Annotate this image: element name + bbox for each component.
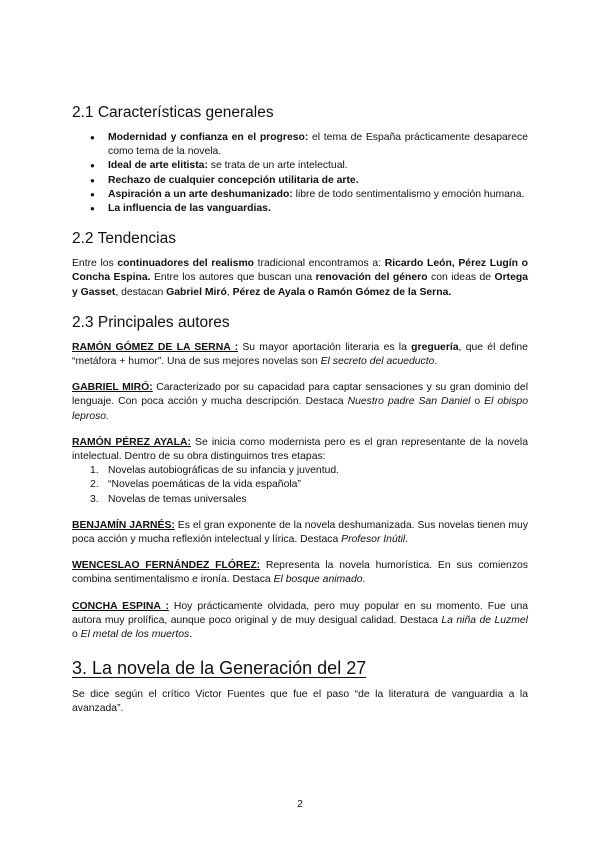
author-benjamin-jarnes: BENJAMÍN JARNÉS: Es el gran exponente de la novela deshumanizada. Sus novelas tienen muy poca acción y mucha reflexión intelectual y lírica. Destaca Profesor Inútil.	[72, 519, 529, 546]
bullet-icon: ●	[90, 189, 95, 199]
heading-3: 3. La novela de la Generación del 27	[72, 658, 367, 679]
list-item: ● La influencia de las vanguardias.	[72, 202, 528, 216]
generacion-27-paragraph: Se dice según el crítico Victor Fuentes que fue el paso “de la literatura de vanguardia a la avanzada”.	[72, 689, 528, 715]
bullet-icon: ●	[90, 133, 95, 142]
heading-2-1: 2.1 Características generales	[72, 104, 274, 121]
author-perez-ayala: RAMÓN PÉREZ AYALA: Se inicia como modernista pero es el gran representante de la novela intelectual. Dentro de su obra distinguimos tres etapas:	[72, 436, 528, 463]
heading-2-3: 2.3 Principales autores	[72, 313, 230, 331]
author-gabriel-miro: GABRIEL MIRÓ: Caracterizado por su capacidad para captar sensaciones y su gran dominio del lenguaje. Con poca acción y mucha descripción. Destaca Nuestro padre San Daniel o El obispo leproso.	[72, 382, 528, 422]
list-item: ● Aspiración a un arte deshumanizado: libre de todo sentimentalismo y emoción humana.	[72, 188, 528, 202]
list-item: ● Modernidad y confianza en el progreso: el tema de España prácticamente desaparece como tema de la novela.	[90, 132, 528, 158]
stages-list	[72, 464, 528, 507]
bullet-icon: ●	[90, 204, 95, 214]
list-item: 3. Novelas de temas universales	[90, 493, 247, 505]
author-concha-espina: CONCHA ESPINA : Hoy prácticamente olvidada, pero muy popular en su momento. Fue una autora muy prolífica, aunque poco original y de muy desigual calidad. Destaca La niña de Luzmel o El metal de los muertos.	[72, 600, 528, 641]
heading-2-2: 2.2 Tendencias	[72, 230, 176, 248]
author-ramon-gomez: RAMÓN GÓMEZ DE LA SERNA : Su mayor aportación literaria es la greguería, que él define “metáfora + humor”. Una de sus mejores novelas son El secreto del acueducto.	[72, 341, 528, 368]
characteristics-list	[72, 131, 528, 216]
bullet-icon: ●	[90, 161, 95, 171]
tendencias-paragraph: Entre los continuadores del realismo tradicional encontramos a: Ricardo León, Pérez Lugín o Concha Espina. Entre los autores que buscan una renovación del género con ideas de Ortega y Gasset, destacan Gabriel Miró, Pérez de Ayala o Ramón Gómez de la Serna.	[72, 258, 528, 298]
list-item: ● Ideal de arte elitista: se trata de un arte intelectual.	[72, 159, 528, 173]
page-content	[72, 104, 528, 717]
list-item: 2. “Novelas poemáticas de la vida española”	[90, 479, 301, 491]
list-item: 1. Novelas autobiográficas de su infancia y juventud.	[90, 465, 340, 477]
bullet-icon: ●	[90, 175, 95, 185]
author-wenceslao: WENCESLAO FERNÁNDEZ FLÓREZ: Representa la novela humorística. En sus comienzos combina sentimentalismo e ironía. Destaca El bosque animado.	[72, 560, 528, 586]
list-item: ● Rechazo de cualquier concepción utilitaria de arte.	[72, 174, 528, 188]
page-number: 2	[297, 799, 303, 810]
